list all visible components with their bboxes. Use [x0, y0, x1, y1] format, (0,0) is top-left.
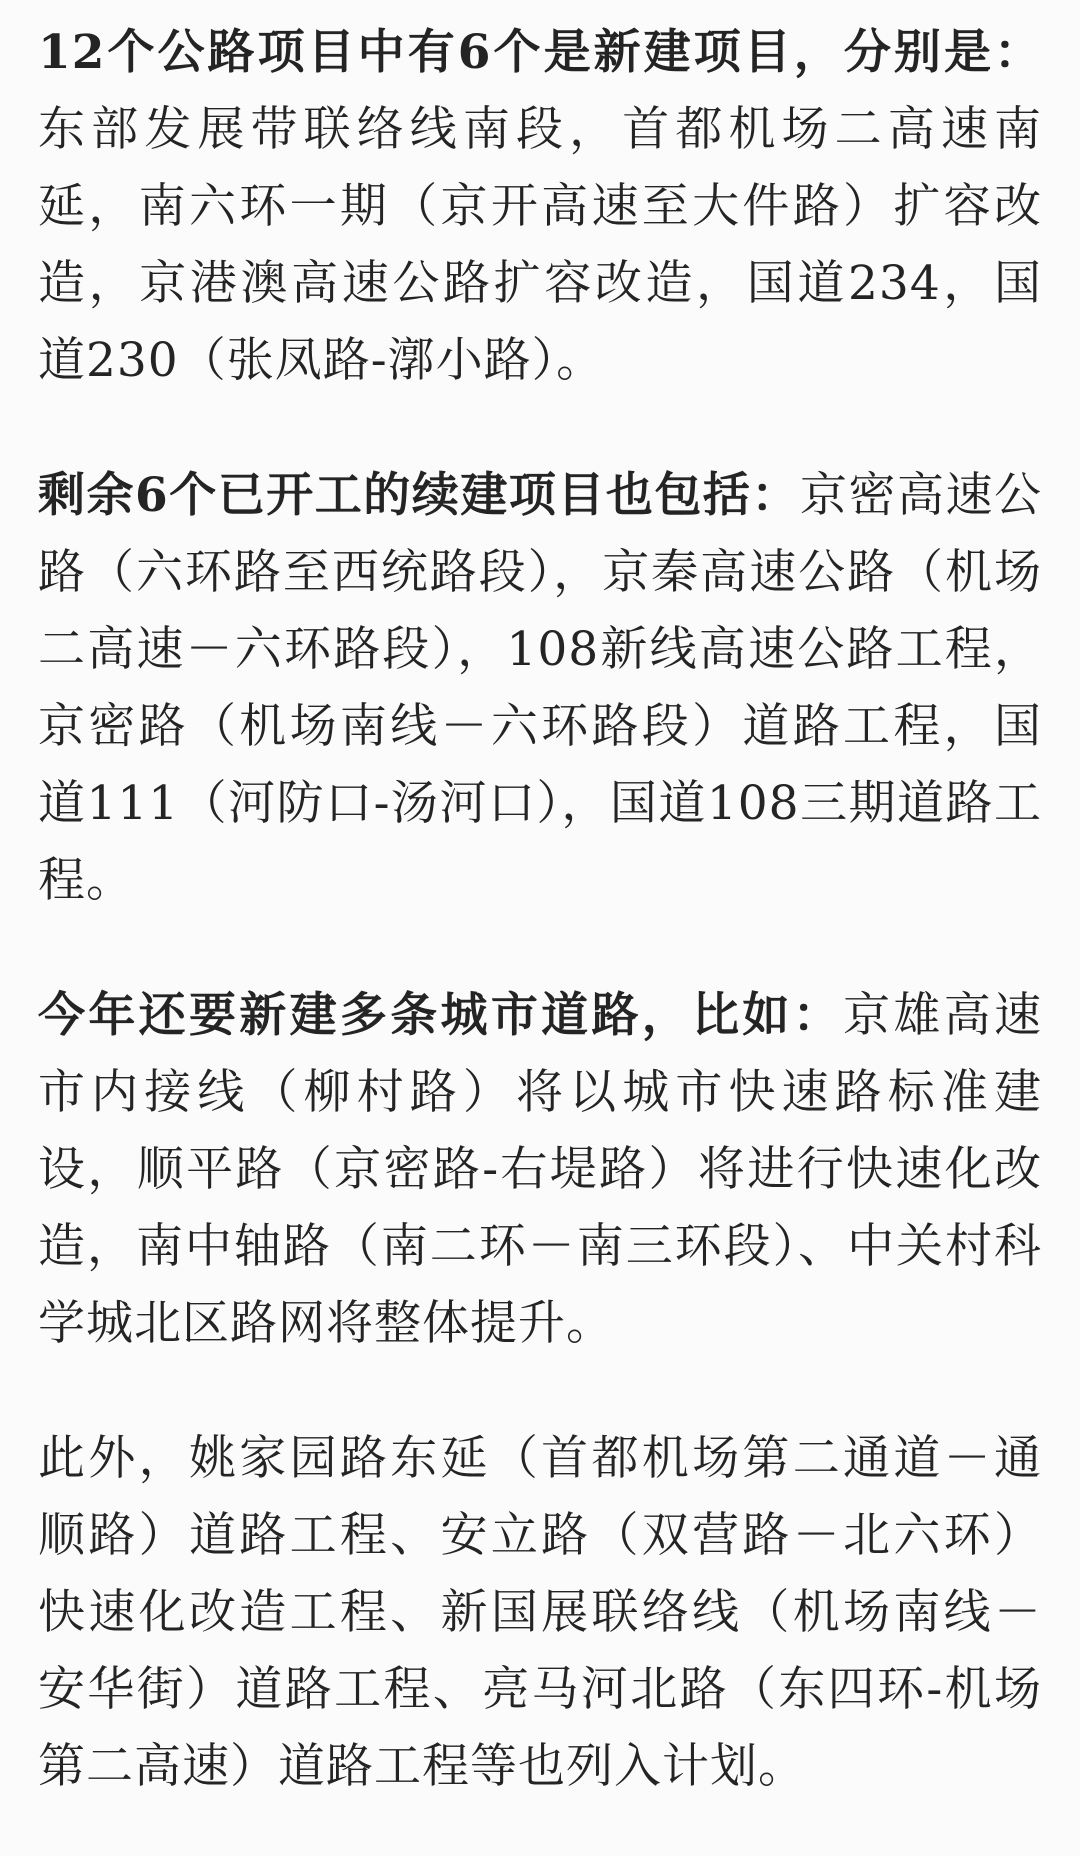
paragraph-text: 此外，姚家园路东延（首都机场第二通道－通顺路）道路工程、安立路（双营路－北六环）快速化改造工程、新国展联络线（机场南线－安华街）道路工程、亮马河北路（东四环-机场第二高速）道路工程等也列入计划。 [38, 1431, 1042, 1794]
paragraph-new-city-roads [38, 977, 1042, 1362]
paragraph-text: 京雄高速市内接线（柳村路）将以城市快速路标准建设，顺平路（京密路-右堤路）将进行快速化改造，南中轴路（南二环－南三环段）、中关村科学城北区路网将整体提升。 [38, 988, 1043, 1351]
paragraph-continuing-projects [38, 457, 1042, 919]
paragraph-text: 东部发展带联络线南段，首都机场二高速南延，南六环一期（京开高速至大件路）扩容改造，京港澳高速公路扩容改造，国道234，国道230（张凤路-漷小路）。 [38, 102, 1042, 388]
paragraph-text: 京密高速公路（六环路至西统路段），京秦高速公路（机场二高速－六环路段），108新线高速公路工程，京密路（机场南线－六环路段）道路工程，国道111（河防口-汤河口），国道108三期道路工程。 [38, 468, 1043, 908]
paragraph-lead: 剩余6个已开工的续建项目也包括： [38, 468, 800, 523]
paragraph-lead: 今年还要新建多条城市道路，比如： [38, 988, 844, 1043]
paragraph-lead: 12个公路项目中有6个是新建项目，分别是： [38, 25, 1042, 80]
paragraph-new-highway-projects [38, 14, 1042, 399]
paragraph-additional-projects [38, 1420, 1042, 1805]
